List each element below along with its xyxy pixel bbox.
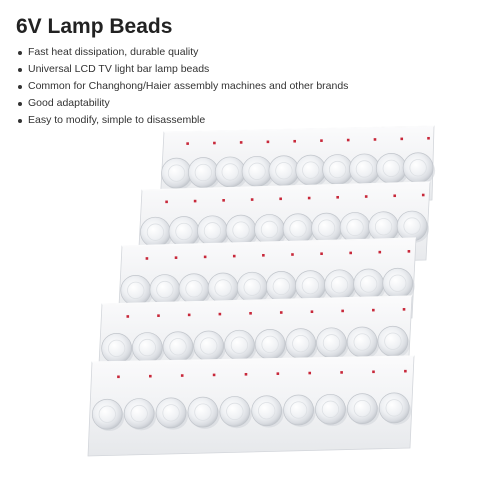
polarity-marker (372, 370, 375, 373)
polarity-marker (117, 375, 120, 378)
lamp-bead-lens (316, 328, 346, 358)
polarity-marker (311, 310, 314, 313)
lamp-bead-lens (197, 216, 227, 246)
lamp-bead-lens (179, 274, 209, 304)
lamp-bead-lens (286, 329, 316, 359)
polarity-marker (408, 250, 411, 253)
lamp-bead-lens (376, 153, 406, 183)
lamp-bead-lens (325, 270, 355, 300)
polarity-marker (267, 141, 270, 144)
lamp-bead-lens (237, 272, 267, 302)
polarity-marker (149, 375, 152, 378)
polarity-marker (146, 257, 149, 260)
lamp-bead-lens (378, 326, 408, 356)
polarity-marker (245, 373, 248, 376)
polarity-marker (251, 198, 254, 201)
polarity-marker (372, 309, 375, 312)
lamp-bead-lens (266, 271, 296, 301)
lamp-bead-lens (255, 214, 285, 244)
page-title: 6V Lamp Beads (16, 15, 173, 38)
lamp-bead-lens (220, 396, 250, 426)
polarity-marker (403, 308, 406, 311)
lamp-bead-lens (215, 157, 245, 187)
lamp-bead-lens (132, 333, 162, 363)
polarity-marker (219, 313, 222, 316)
feature-text: Universal LCD TV light bar lamp beads (28, 63, 210, 75)
polarity-marker (186, 142, 189, 145)
lamp-bead-lens (269, 156, 299, 186)
polarity-marker (320, 139, 323, 142)
polarity-marker (374, 138, 377, 141)
polarity-marker (422, 194, 425, 197)
polarity-marker (349, 252, 352, 255)
lamp-bead-lens (150, 275, 180, 305)
polarity-marker (126, 315, 129, 318)
lamp-bead-lens (312, 213, 342, 243)
lamp-bead-lens (92, 399, 122, 429)
lamp-bead-lens (226, 215, 256, 245)
lamp-bead-lens (296, 155, 326, 185)
polarity-marker (336, 196, 339, 199)
lamp-bead-lens (284, 395, 314, 425)
lamp-bead-lens (347, 327, 377, 357)
feature-text: Common for Changhong/Haier assembly machines and other brands (28, 80, 349, 92)
lamp-bead-lens (188, 158, 218, 188)
lamp-bead-lens (369, 212, 399, 242)
polarity-marker (393, 194, 396, 197)
led-strip (88, 356, 414, 456)
polarity-marker (181, 374, 184, 377)
polarity-marker (308, 197, 311, 200)
lamp-bead-lens (188, 397, 218, 427)
polarity-marker (280, 311, 283, 314)
polarity-marker (308, 372, 311, 375)
lamp-bead-lens (156, 398, 186, 428)
feature-text: Good adaptability (28, 97, 110, 109)
polarity-marker (320, 252, 323, 255)
lamp-bead-lens (383, 268, 413, 298)
polarity-marker (404, 370, 407, 373)
lamp-bead-lens (224, 330, 254, 360)
lamp-bead-lens (255, 329, 285, 359)
polarity-marker (188, 314, 191, 317)
lamp-bead-lens (121, 275, 151, 305)
lamp-bead-lens (162, 158, 192, 188)
polarity-marker (262, 254, 265, 257)
polarity-marker (157, 314, 160, 317)
polarity-marker (165, 201, 168, 204)
lamp-bead-lens (347, 394, 377, 424)
polarity-marker (340, 371, 343, 374)
polarity-marker (427, 137, 430, 140)
lamp-bead-lens (283, 214, 313, 244)
lamp-bead-lens (354, 269, 384, 299)
lamp-bead-lens (163, 332, 193, 362)
polarity-marker (347, 139, 350, 142)
lamp-bead-lens (323, 155, 353, 185)
lamp-bead-lens (102, 333, 132, 363)
lamp-bead-lens (252, 396, 282, 426)
polarity-marker (293, 140, 296, 143)
polarity-marker (213, 374, 216, 377)
lamp-bead-lens (242, 156, 272, 186)
feature-text: Easy to modify, simple to disassemble (28, 114, 206, 126)
lamp-bead-lens (140, 217, 170, 247)
polarity-marker (291, 253, 294, 256)
lamp-bead-lens (403, 153, 433, 183)
polarity-marker (400, 138, 403, 141)
polarity-marker (341, 310, 344, 313)
polarity-marker (213, 142, 216, 145)
lamp-bead-lens (295, 271, 325, 301)
polarity-marker (204, 256, 207, 259)
lamp-bead-lens (208, 273, 238, 303)
lamp-bead-lens (397, 211, 427, 241)
lamp-bead-lens (194, 331, 224, 361)
polarity-marker (365, 195, 368, 198)
polarity-marker (249, 312, 252, 315)
lamp-bead-lens (315, 394, 345, 424)
lamp-bead-lens (349, 154, 379, 184)
lamp-bead-lens (169, 217, 199, 247)
polarity-marker (233, 255, 236, 258)
lamp-bead-lens (340, 212, 370, 242)
strips-group (88, 126, 435, 456)
polarity-marker (277, 372, 280, 375)
polarity-marker (194, 200, 197, 203)
polarity-marker (240, 141, 243, 144)
feature-text: Fast heat dissipation, durable quality (28, 46, 199, 58)
lamp-bead-lens (379, 393, 409, 423)
polarity-marker (279, 198, 282, 201)
lamp-bead-lens (124, 399, 154, 429)
polarity-marker (175, 256, 178, 259)
polarity-marker (378, 251, 381, 254)
polarity-marker (222, 199, 225, 202)
